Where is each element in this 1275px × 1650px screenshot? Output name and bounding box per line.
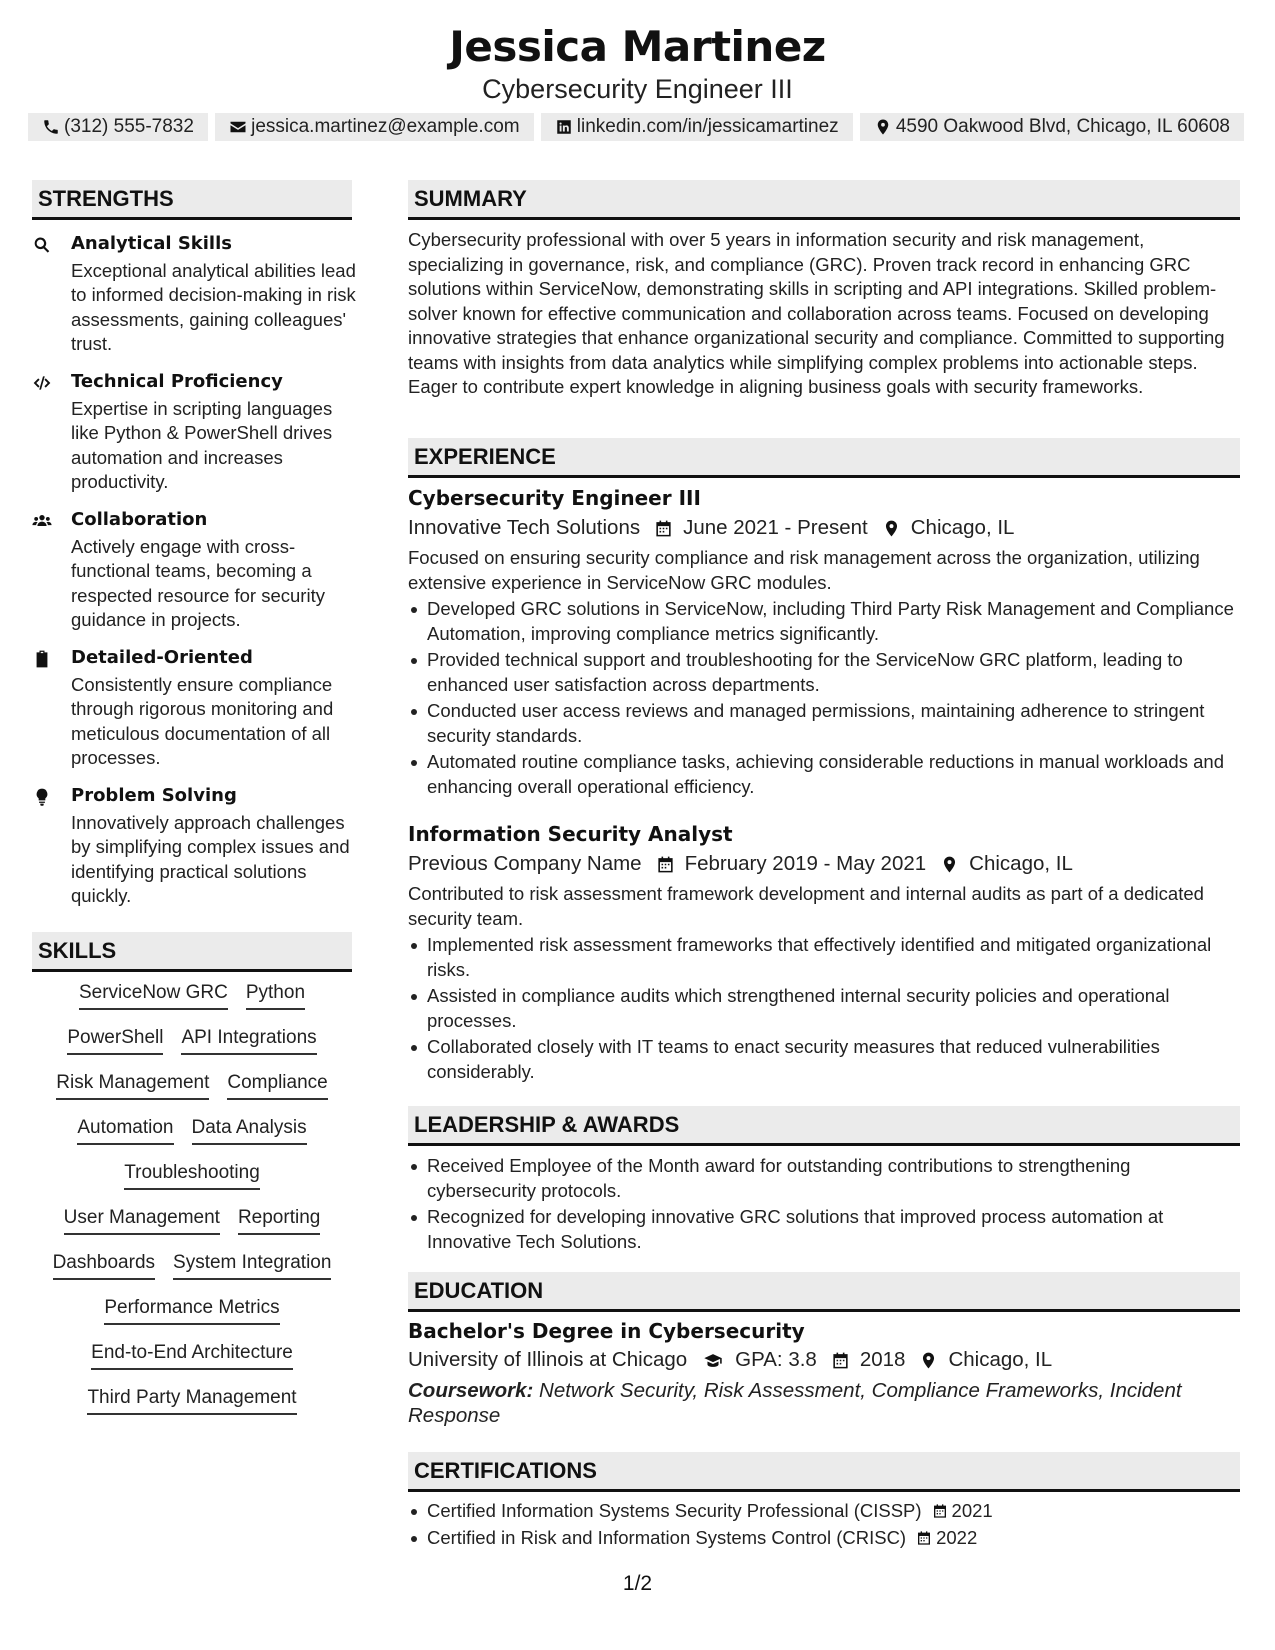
skills-row xyxy=(32,1340,352,1385)
skill-tag: Risk Management xyxy=(56,1070,209,1100)
skill-tag: User Management xyxy=(64,1205,220,1235)
job-bullets xyxy=(408,597,1240,799)
job-bullet: Conducted user access reviews and managed permissions, maintaining adherence to stringent security standards. xyxy=(408,699,1240,748)
certification-year: 2021 xyxy=(951,1500,993,1521)
map-pin-icon xyxy=(940,855,959,874)
gpa: GPA: 3.8 xyxy=(735,1348,817,1371)
strength-description: Expertise in scripting languages like Python & PowerShell drives automation and increases productivity. xyxy=(71,398,333,492)
skill-tag: Troubleshooting xyxy=(124,1160,260,1190)
skill-tag: Dashboards xyxy=(53,1250,155,1280)
skills-row xyxy=(32,1295,352,1340)
skills-row xyxy=(32,1205,352,1250)
education-meta xyxy=(408,1348,1240,1372)
award-bullet: Recognized for developing innovative GRC solutions that improved process automation at Innovative Tech Solutions. xyxy=(408,1205,1240,1254)
contact-address xyxy=(860,113,1244,141)
certifications-heading: CERTIFICATIONS xyxy=(408,1452,1240,1492)
job-bullet: Provided technical support and troubleshooting for the ServiceNow GRC platform, leading to enhanced user satisfaction across departments. xyxy=(408,648,1240,697)
skills-row xyxy=(32,1115,352,1160)
degree-title: Bachelor's Degree in Cybersecurity xyxy=(408,1319,805,1343)
skill-tag: Third Party Management xyxy=(87,1385,296,1415)
job-summary: Contributed to risk assessment framework development and internal audits as part of a dedicated security team. xyxy=(408,883,1204,929)
skills-list xyxy=(32,980,352,1430)
calendar-icon xyxy=(654,519,673,538)
contact-phone[interactable] xyxy=(28,113,208,141)
graduation-cap-icon xyxy=(701,1351,725,1370)
job-bullet: Automated routine compliance tasks, achieving considerable reductions in manual workloads and enhancing overall operational efficiency. xyxy=(408,750,1240,799)
strength-title: Analytical Skills xyxy=(71,233,232,254)
strength-title: Detailed-Oriented xyxy=(71,647,253,668)
skill-tag: ServiceNow GRC xyxy=(79,980,228,1010)
skill-tag: Performance Metrics xyxy=(104,1295,279,1325)
contact-email[interactable] xyxy=(215,113,534,141)
job-bullets xyxy=(408,933,1240,1084)
job-location: Chicago, IL xyxy=(910,516,1015,539)
contact-email-text: jessica.martinez@example.com xyxy=(251,116,520,137)
job-entry xyxy=(408,486,1240,801)
summary-heading: SUMMARY xyxy=(408,180,1240,220)
skill-tag: PowerShell xyxy=(67,1025,163,1055)
magnifier-icon xyxy=(32,235,54,257)
job-dates: June 2021 - Present xyxy=(683,516,868,539)
strengths-heading: STRENGTHS xyxy=(32,180,352,220)
leadership-heading: LEADERSHIP & AWARDS xyxy=(408,1106,1240,1146)
school-name: University of Illinois at Chicago xyxy=(408,1348,688,1371)
skills-heading: SKILLS xyxy=(32,932,352,972)
map-pin-icon xyxy=(882,519,901,538)
award-bullet: Received Employee of the Month award for outstanding contributions to strengthening cybersecurity protocols. xyxy=(408,1154,1240,1203)
job-company: Previous Company Name xyxy=(408,852,642,875)
job-title: Cybersecurity Engineer III xyxy=(408,486,701,510)
candidate-name: Jessica Martinez xyxy=(449,22,826,71)
coursework-list: Network Security, Risk Assessment, Compliance Frameworks, Incident Response xyxy=(408,1379,1182,1427)
users-icon xyxy=(32,511,54,533)
experience-heading: EXPERIENCE xyxy=(408,438,1240,478)
skill-tag: Python xyxy=(246,980,305,1010)
code-icon xyxy=(32,373,54,395)
calendar-icon xyxy=(916,1530,932,1546)
certification-name: Certified in Risk and Information Systems Control (CRISC) xyxy=(427,1526,907,1548)
job-summary: Focused on ensuring security compliance and risk management across the organization, utilizing extensive experience in ServiceNow GRC modules. xyxy=(408,547,1200,593)
skills-row xyxy=(32,1070,352,1115)
leadership-bullets xyxy=(408,1154,1240,1256)
job-entry xyxy=(408,822,1240,1086)
job-title: Information Security Analyst xyxy=(408,822,733,846)
job-bullet: Developed GRC solutions in ServiceNow, including Third Party Risk Management and Compliance Automation, improving compliance metrics significantly. xyxy=(408,597,1240,646)
phone-icon xyxy=(42,118,60,136)
certification-name: Certified Information Systems Security Professional (CISSP) xyxy=(427,1500,922,1521)
lightbulb-icon xyxy=(32,787,54,809)
skill-tag: Automation xyxy=(77,1115,173,1145)
job-bullet: Collaborated closely with IT teams to enact security measures that reduced vulnerabilities considerably. xyxy=(408,1035,1240,1084)
strength-title: Problem Solving xyxy=(71,785,237,806)
skill-tag: Reporting xyxy=(238,1205,320,1235)
skills-row xyxy=(32,1385,352,1430)
contact-bar xyxy=(28,113,1244,141)
strength-title: Collaboration xyxy=(71,509,208,530)
job-dates: February 2019 - May 2021 xyxy=(684,852,927,875)
school-location: Chicago, IL xyxy=(948,1348,1053,1371)
skill-tag: End-to-End Architecture xyxy=(91,1340,293,1370)
job-meta xyxy=(408,516,1240,540)
skills-row xyxy=(32,1160,352,1205)
candidate-title: Cybersecurity Engineer III xyxy=(482,74,793,104)
skill-tag: API Integrations xyxy=(181,1025,316,1055)
certification-list xyxy=(408,1499,1240,1552)
linkedin-icon xyxy=(555,118,573,136)
skill-tag: System Integration xyxy=(173,1250,331,1280)
education-entry xyxy=(408,1319,1240,1428)
skill-tag: Compliance xyxy=(227,1070,327,1100)
clipboard-check-icon xyxy=(32,649,54,671)
contact-address-text: 4590 Oakwood Blvd, Chicago, IL 60608 xyxy=(895,116,1230,137)
page-number: 1/2 xyxy=(622,1572,653,1595)
skills-row xyxy=(32,1025,352,1070)
skills-row xyxy=(32,980,352,1025)
strength-description: Exceptional analytical abilities lead to informed decision-making in risk assessments, gaining colleagues' trust. xyxy=(71,260,356,354)
summary-text: Cybersecurity professional with over 5 years in information security and risk management, specializing in governance, risk, and compliance (GRC). Proven track record in enhancing GRC solutions within ServiceNow, demonstrating skills in scripting and API integrations. Skilled problem-solver known for effective communication and collaboration across teams. Focused on developing innovative strategies that enhance organizational security and compliance. Committed to supporting teams with insights from data analytics while simplifying complex problems into actionable steps. Eager to contribute expert knowledge in aligning business goals with security frameworks. xyxy=(408,229,1225,397)
skill-tag: Data Analysis xyxy=(192,1115,307,1145)
contact-linkedin[interactable] xyxy=(541,113,853,141)
strength-description: Consistently ensure compliance through rigorous monitoring and meticulous documentation of all processes. xyxy=(71,674,334,768)
strength-description: Innovatively approach challenges by simplifying complex issues and identifying practical solutions quickly. xyxy=(71,812,350,906)
contact-phone-text: (312) 555-7832 xyxy=(64,116,194,137)
calendar-icon xyxy=(932,1503,948,1519)
coursework xyxy=(408,1378,1240,1428)
certification-item xyxy=(408,1526,1240,1551)
map-pin-icon xyxy=(874,118,892,136)
job-bullet: Implemented risk assessment frameworks that effectively identified and mitigated organizational risks. xyxy=(408,933,1240,982)
graduation-year: 2018 xyxy=(859,1348,906,1371)
job-company: Innovative Tech Solutions xyxy=(408,516,641,539)
envelope-icon xyxy=(229,118,247,136)
calendar-icon xyxy=(656,855,675,874)
certification-year: 2022 xyxy=(936,1526,978,1548)
strength-description: Actively engage with cross-functional teams, becoming a respected resource for security guidance in projects. xyxy=(71,536,325,630)
job-bullet: Assisted in compliance audits which strengthened internal security policies and operational processes. xyxy=(408,984,1240,1033)
calendar-icon xyxy=(831,1351,850,1370)
coursework-label: Coursework: xyxy=(408,1379,534,1402)
job-meta xyxy=(408,852,1240,876)
map-pin-icon xyxy=(919,1351,938,1370)
education-heading: EDUCATION xyxy=(408,1272,1240,1312)
contact-linkedin-text: linkedin.com/in/jessicamartinez xyxy=(576,116,839,137)
job-location: Chicago, IL xyxy=(969,852,1073,875)
certification-item xyxy=(408,1499,1240,1524)
strength-title: Technical Proficiency xyxy=(71,371,283,392)
skills-row xyxy=(32,1250,352,1295)
